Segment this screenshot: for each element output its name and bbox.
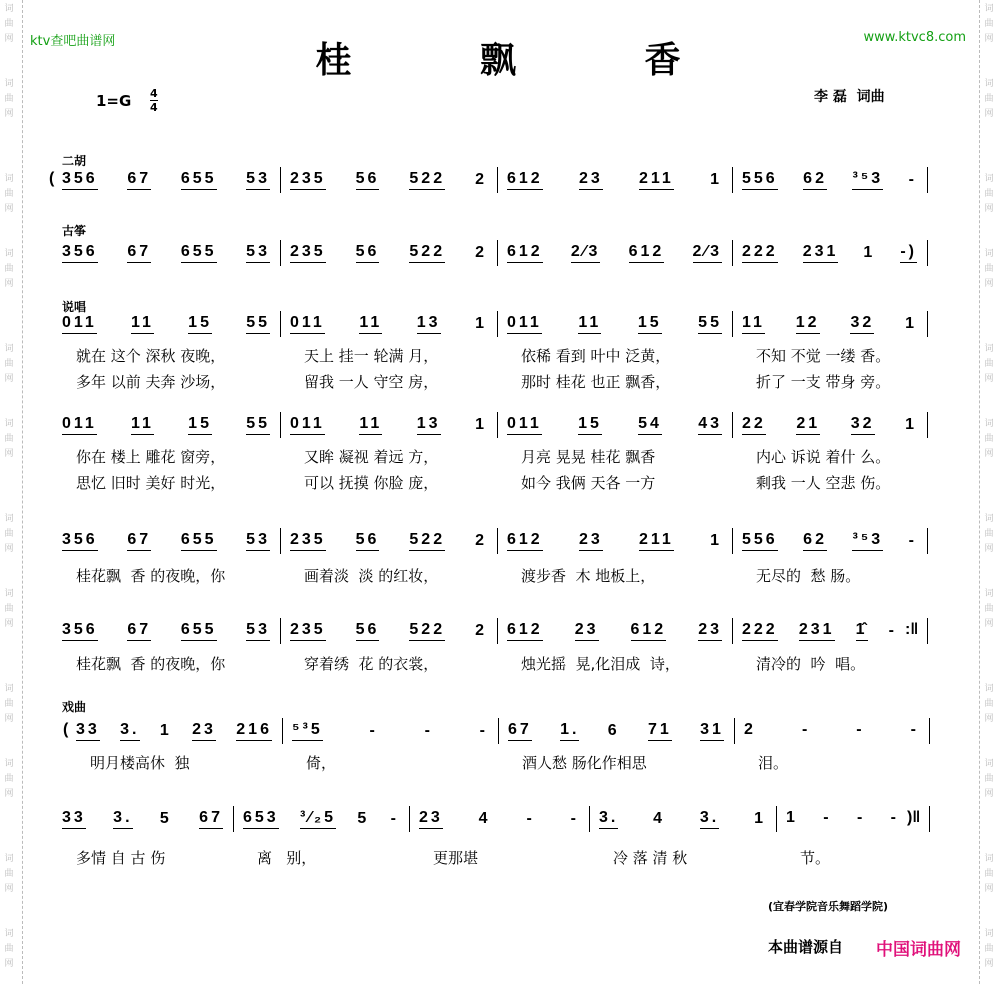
note-group: 67 <box>127 170 151 190</box>
measure <box>742 415 917 435</box>
note-group: 55 <box>698 314 722 334</box>
barline <box>929 718 930 744</box>
part-label: 说唱 <box>62 300 87 314</box>
note-group: 53 <box>246 170 270 190</box>
barline <box>280 618 281 644</box>
note-group: - <box>823 809 832 826</box>
lyric-line: 渡步香 木 地板上， <box>521 567 656 585</box>
note-group: 211 <box>639 531 674 551</box>
note-group: - <box>910 721 919 738</box>
barline <box>734 718 735 744</box>
open-paren: ( <box>63 721 69 738</box>
part-label: 二胡 <box>62 154 87 168</box>
note-group: - <box>526 810 535 827</box>
note-group: 3. <box>599 809 618 829</box>
time-signature <box>150 87 158 114</box>
note-group: 56 <box>356 531 380 551</box>
note-group: 522 <box>409 531 445 551</box>
note-group: 522 <box>409 243 445 263</box>
note-group: 1. <box>560 721 579 741</box>
lyric-line: 那时 桂花 也正 飘香， <box>521 373 671 391</box>
watermark-text: 词 曲 网 词 曲 网 <box>4 854 14 969</box>
note-group: 62 <box>803 531 827 551</box>
note-group: 23 <box>579 170 603 190</box>
note-group: 23 <box>419 809 443 829</box>
note-group: 356 <box>62 531 98 551</box>
note-group: 33 <box>62 809 86 829</box>
barline <box>929 806 930 832</box>
note-group: 612 <box>507 621 543 641</box>
note-group: 3. <box>120 721 139 741</box>
note-group: 1 <box>475 315 487 332</box>
note-group: 6 <box>607 722 620 739</box>
note-group: 11 <box>131 314 154 334</box>
measure <box>243 809 399 829</box>
note-group: 67 <box>127 243 151 263</box>
end-mark: :‖ <box>905 621 919 638</box>
lyric-line: 不知 不觉 一缕 香。 <box>756 347 891 365</box>
lyric-line: 倚， <box>306 754 337 772</box>
note-group: 522 <box>409 621 445 641</box>
song-title: 桂 飘 香 <box>315 39 739 81</box>
measure <box>62 531 270 551</box>
note-group: 67 <box>127 531 151 551</box>
measure <box>62 314 270 334</box>
lyric-line: 就在 这个 深秋 夜晚， <box>76 347 226 365</box>
note-group: 54 <box>638 415 662 435</box>
measure <box>742 314 917 334</box>
barline <box>927 240 928 266</box>
measure <box>744 721 919 740</box>
barline <box>732 311 733 337</box>
barline <box>927 528 928 554</box>
lyric-line: 酒人愁 肠化作相思 <box>522 754 647 772</box>
lyric-line: 离 别， <box>257 849 317 867</box>
watermark-text: 词 曲 网 词 曲 网 <box>4 684 14 799</box>
note-group: - <box>424 722 433 739</box>
barline <box>732 618 733 644</box>
note-group: 15 <box>188 314 212 334</box>
barline <box>233 806 234 832</box>
note-group: 53 <box>246 621 270 641</box>
note-group: 235 <box>290 243 326 263</box>
note-group: 612 <box>507 531 543 551</box>
note-group: 522 <box>409 170 445 190</box>
watermark-text: 词 曲 网 词 曲 网 <box>984 344 994 459</box>
lyric-line: 天上 挂一 轮满 月， <box>304 347 439 365</box>
note-group: 222 <box>742 621 778 641</box>
measure <box>742 170 917 190</box>
note-group: 235 <box>290 621 326 641</box>
measure <box>507 170 722 190</box>
source-label: 本曲谱源自 <box>768 938 844 956</box>
lyric-line: 折了 一支 带身 旁。 <box>756 373 891 391</box>
note-group: 2 <box>744 721 756 738</box>
measure <box>507 621 722 641</box>
note-group: - <box>801 721 811 738</box>
barline <box>497 167 498 193</box>
note-group: 13 <box>417 415 441 435</box>
note-group: 11 <box>359 314 382 334</box>
left-site-label[interactable]: ktv查吧曲谱网 <box>30 34 116 49</box>
note-group: 56 <box>356 170 380 190</box>
measure <box>742 531 917 551</box>
note-group: 3. <box>700 809 719 829</box>
barline <box>409 806 410 832</box>
watermark-text: 词 曲 网 词 曲 网 <box>4 344 14 459</box>
right-site-label[interactable]: www.ktvc8.com <box>863 30 966 45</box>
watermark-text: 词 曲 网 词 曲 网 <box>984 684 994 799</box>
credit: 李 磊 词曲 <box>814 89 885 105</box>
right-border <box>979 0 980 984</box>
measure <box>62 170 270 190</box>
note-group: 2 <box>475 244 487 261</box>
note-group: - <box>888 622 897 639</box>
note-group: 3. <box>113 809 132 829</box>
note-group: 2 <box>475 171 487 188</box>
note-group: 11 <box>359 415 382 435</box>
note-group: - <box>856 809 866 826</box>
note-group: 23 <box>579 531 603 551</box>
lyric-line: 你在 楼上 雕花 窗旁， <box>76 448 226 466</box>
measure <box>290 415 487 435</box>
watermark-text: 词 曲 网 词 曲 网 <box>984 514 994 629</box>
measure <box>62 415 270 435</box>
note-group: 655 <box>181 243 217 263</box>
note-group: 1 <box>863 244 876 261</box>
note-group: 12 <box>796 314 820 334</box>
note-group: 5 <box>159 810 172 827</box>
measure <box>290 314 487 334</box>
lyric-line: 剩我 一人 空悲 伤。 <box>756 474 891 492</box>
measure <box>507 531 722 551</box>
watermark-text: 词 曲 网 词 曲 网 <box>984 174 994 289</box>
note-group: 11 <box>578 314 601 334</box>
lyric-line: 画着淡 淡 的红妆， <box>304 567 439 585</box>
note-group: - <box>390 810 399 827</box>
institution: (宜春学院音乐舞蹈学院) <box>768 900 889 913</box>
barline <box>497 618 498 644</box>
note-group: 23 <box>192 721 216 741</box>
note-group: 11 <box>131 415 154 435</box>
end-mark: )‖ <box>907 809 921 826</box>
note-group: 612 <box>629 243 665 263</box>
note-group: 53 <box>246 243 270 263</box>
measure <box>290 243 487 263</box>
note-group: 32 <box>850 314 874 334</box>
barline <box>280 167 281 193</box>
measure <box>62 243 270 263</box>
lyric-line: 内心 诉说 着什 么。 <box>756 448 891 466</box>
note-group: 4 <box>653 810 666 827</box>
note-group: 1 <box>475 416 487 433</box>
note-group: 13 <box>417 314 441 334</box>
note-group: 612 <box>507 170 543 190</box>
barline <box>498 718 499 744</box>
note-group: 67 <box>508 721 532 741</box>
watermark-text: 词 曲 网 词 曲 网 <box>4 4 14 119</box>
barline <box>732 240 733 266</box>
note-group: 011 <box>290 415 325 435</box>
note-group: 5 <box>357 810 370 827</box>
barline <box>589 806 590 832</box>
note-group: - <box>890 809 899 826</box>
measure <box>62 621 270 641</box>
note-group: - <box>570 810 579 827</box>
note-group: 55 <box>246 314 270 334</box>
barline <box>497 528 498 554</box>
lyric-line: 思忆 旧时 美好 时光， <box>76 474 226 492</box>
note-group: 56 <box>356 243 380 263</box>
note-group: 67 <box>127 621 151 641</box>
note-group: 1 <box>710 532 722 549</box>
note-group: 2⁄3 <box>571 243 600 263</box>
note-group: -) <box>900 243 917 263</box>
lyric-line: 节。 <box>800 849 831 867</box>
watermark-text: 词 曲 网 词 曲 网 <box>4 514 14 629</box>
note-group: 23 <box>698 621 722 641</box>
barline <box>497 311 498 337</box>
note-group: ³⁵3 <box>852 170 883 190</box>
barline <box>282 718 283 744</box>
note-group: 55 <box>246 415 270 435</box>
lyric-line: 冷 落 清 秋 <box>613 849 688 867</box>
note-group: 011 <box>290 314 325 334</box>
note-group: 011 <box>62 415 97 435</box>
note-group: 235 <box>290 170 326 190</box>
note-group: 56 <box>356 621 380 641</box>
time-bottom: 4 <box>150 101 158 114</box>
note-group: 011 <box>507 415 542 435</box>
note-group: ⁵³5 <box>292 721 323 741</box>
lyric-line: 泪。 <box>758 754 789 772</box>
lyric-line: 留我 一人 守空 房， <box>304 373 439 391</box>
note-group: 21 <box>796 415 820 435</box>
lyric-line: 桂花飘 香 的夜晚，你 <box>76 567 226 585</box>
note-group: 1 <box>710 171 722 188</box>
note-group: 33 <box>76 721 100 741</box>
note-group: 356 <box>62 621 98 641</box>
note-group: 612 <box>631 621 667 641</box>
lyric-line: 可以 抚摸 你脸 庞， <box>304 474 439 492</box>
note-group: 11 <box>742 314 765 334</box>
note-group: 31 <box>700 721 724 741</box>
note-group: 1 <box>159 722 172 739</box>
lyric-line: 多情 自 古 伤 <box>76 849 166 867</box>
measure <box>290 621 487 641</box>
note-group: - <box>479 722 488 739</box>
barline <box>280 240 281 266</box>
measure <box>290 170 487 190</box>
measure <box>76 721 272 741</box>
measure <box>507 314 722 334</box>
note-group: 011 <box>62 314 97 334</box>
barline <box>927 167 928 193</box>
watermark-text: 词 曲 网 词 曲 网 <box>984 4 994 119</box>
note-group: 1 <box>786 809 798 826</box>
note-group: - <box>908 171 917 188</box>
part-label: 戏曲 <box>62 700 87 714</box>
note-group: 1 <box>905 416 917 433</box>
note-group: 1 <box>905 315 917 332</box>
note-group: 211 <box>639 170 674 190</box>
measure <box>507 415 722 435</box>
barline <box>927 618 928 644</box>
note-group: 655 <box>181 170 217 190</box>
measure <box>62 809 223 829</box>
note-group: 15 <box>188 415 212 435</box>
measure <box>290 531 487 551</box>
lyric-line: 如今 我俩 天各 一方 <box>521 474 656 492</box>
note-group: 216 <box>236 721 272 741</box>
note-group: 32 <box>851 415 875 435</box>
note-group: 231 <box>799 621 835 641</box>
source-site-link[interactable]: 中国词曲网 <box>876 940 961 960</box>
lyric-line: 无尽的 愁 肠。 <box>756 567 861 585</box>
measure <box>419 809 579 829</box>
note-group: 222 <box>742 243 778 263</box>
note-group: 1̂ <box>856 621 868 641</box>
lyric-line: 烛光摇 晃,化泪成 诗， <box>521 655 680 673</box>
barline <box>497 240 498 266</box>
note-group: 4 <box>478 810 491 827</box>
barline <box>280 528 281 554</box>
note-group: 655 <box>181 531 217 551</box>
measure <box>508 721 724 741</box>
note-group: 62 <box>803 170 827 190</box>
note-group: - <box>369 722 378 739</box>
lyric-line: 多年 以前 夫奔 沙场， <box>76 373 226 391</box>
barline <box>732 412 733 438</box>
note-group: 2⁄3 <box>693 243 722 263</box>
barline <box>280 311 281 337</box>
note-group: 23 <box>575 621 599 641</box>
measure <box>786 809 899 828</box>
note-group: 011 <box>507 314 542 334</box>
barline <box>927 311 928 337</box>
measure <box>599 809 766 829</box>
note-group: 71 <box>648 721 672 741</box>
lyric-line: 又眸 凝视 着远 方， <box>304 448 439 466</box>
note-group: 15 <box>638 314 662 334</box>
note-group: ³⁄₂5 <box>300 809 336 829</box>
note-group: 15 <box>578 415 602 435</box>
note-group: ³⁵3 <box>852 531 883 551</box>
note-group: - <box>856 721 865 738</box>
note-group: 356 <box>62 243 98 263</box>
barline <box>497 412 498 438</box>
barline <box>732 528 733 554</box>
lyric-line: 更那堪 <box>433 849 479 867</box>
measure <box>742 621 897 641</box>
note-group: 67 <box>199 809 223 829</box>
note-group: - <box>908 532 917 549</box>
note-group: 235 <box>290 531 326 551</box>
watermark-text: 词 曲 网 词 曲 网 <box>4 174 14 289</box>
measure <box>742 243 917 263</box>
lyric-line: 月亮 晃晃 桂花 飘香 <box>521 448 656 466</box>
note-group: 53 <box>246 531 270 551</box>
note-group: 2 <box>475 622 487 639</box>
lyric-line: 清冷的 吟 唱。 <box>756 655 866 673</box>
note-group: 556 <box>742 170 778 190</box>
note-group: 653 <box>243 809 279 829</box>
measure <box>292 721 488 741</box>
time-top: 4 <box>150 87 158 100</box>
measure <box>507 243 722 263</box>
left-border <box>22 0 23 984</box>
lyric-line: 明月楼高休 独 <box>90 754 190 772</box>
lyric-line: 桂花飘 香 的夜晚，你 <box>76 655 226 673</box>
note-group: 231 <box>803 243 839 263</box>
watermark-text: 词 曲 网 词 曲 网 <box>984 854 994 969</box>
lyric-line: 穿着绣 花 的衣裳， <box>304 655 439 673</box>
key-signature: 1=G <box>96 92 132 110</box>
open-paren: ( <box>49 170 55 187</box>
note-group: 655 <box>181 621 217 641</box>
part-label: 古筝 <box>62 224 87 238</box>
note-group: 1 <box>754 810 766 827</box>
lyric-line: 依稀 看到 叶中 泛黄， <box>521 347 671 365</box>
note-group: 43 <box>698 415 722 435</box>
note-group: 612 <box>507 243 543 263</box>
barline <box>280 412 281 438</box>
note-group: 356 <box>62 170 98 190</box>
note-group: 22 <box>742 415 766 435</box>
note-group: 2 <box>475 532 487 549</box>
barline <box>927 412 928 438</box>
barline <box>776 806 777 832</box>
barline <box>732 167 733 193</box>
note-group: 556 <box>742 531 778 551</box>
